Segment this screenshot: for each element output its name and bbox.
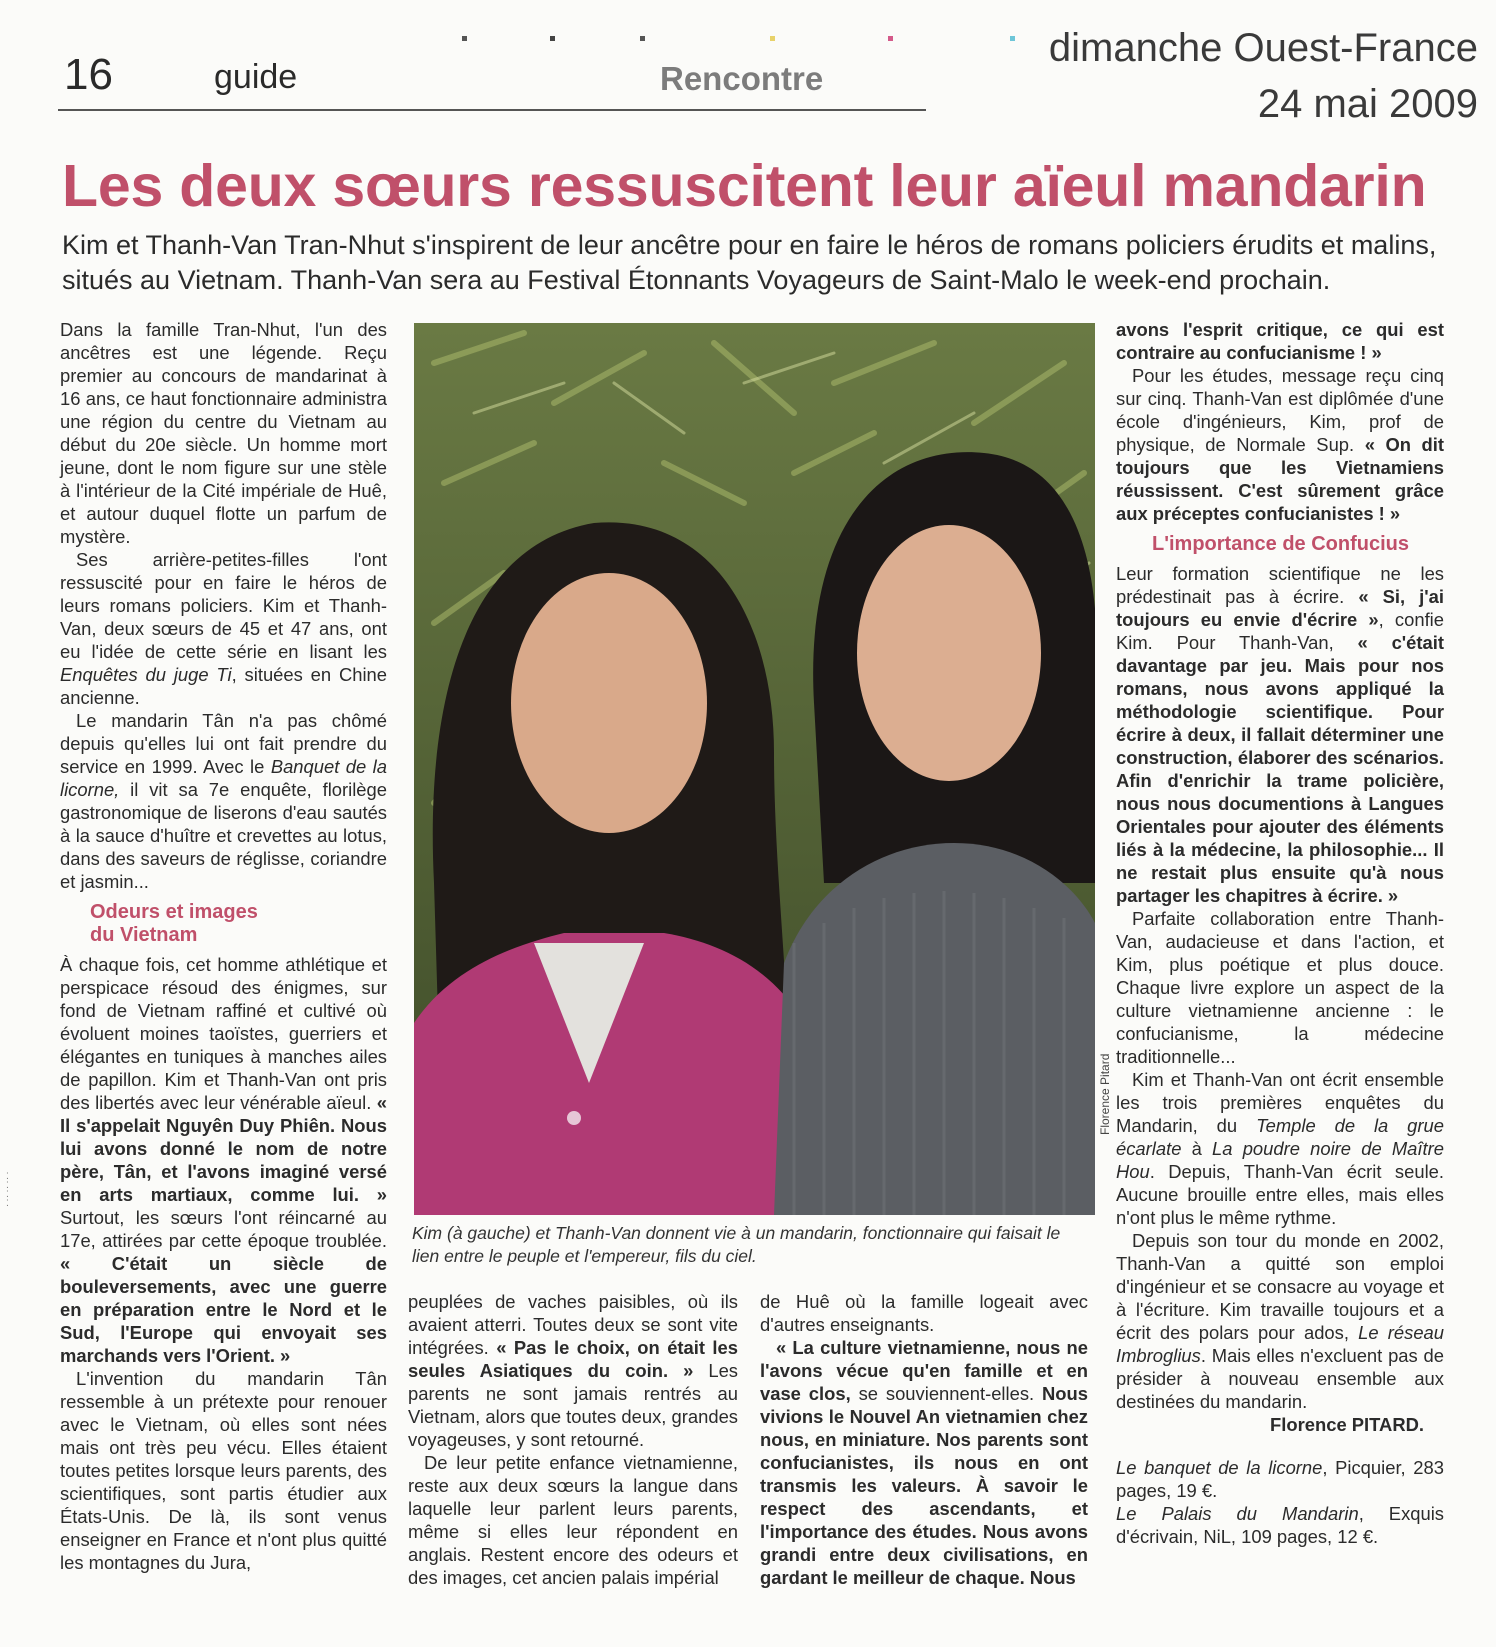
registration-mark	[1010, 36, 1015, 41]
subheading: L'importance de Confucius	[1152, 533, 1410, 555]
paragraph: Parfaite collaboration entre Thanh-Van, audacieuse et dans l'action, et Kim, plus poétique et plus douce. Chaque livre explore un aspect de la culture vietnamienne ancienne : le confucianisme, la médecine traditionnelle...	[1116, 908, 1444, 1067]
subheading: Odeurs et images du Vietnam	[90, 901, 258, 946]
article-column-1	[60, 318, 387, 1574]
paragraph: De leur petite enfance vietnamienne, reste aux deux sœurs la langue dans laquelle leur parlent leurs parents, même si elles leur répondent en anglais. Restent encore des odeurs et des images, cet ancien palais impérial	[408, 1452, 738, 1588]
paragraph: de Huê où la famille logeait avec d'autres enseignants.	[760, 1291, 1088, 1335]
paragraph: À chaque fois, cet homme athlétique et perspicace résoud des énigmes, sur fond de Vietnam raffiné et cultivé où évoluent moines taoïstes, guerriers et élégantes en tuniques à manches ailes de papillon. Kim et Thanh-Van ont pris des libertés avec leur vénérable aïeul. « Il s'appelait Nguyên Duy Phiên. Nous lui avons donné le nom de notre père, Tân, et l'avons imaginé versé en arts martiaux, comme lui. » Surtout, les sœurs l'ont réincarné au 17e, attirées par cette époque troublée. « C'était un siècle de bouleversements, avec une guerre en préparation entre le Nord et le Sud, l'Europe qui envoyait ses marchands vers l'Orient. »	[60, 954, 387, 1366]
registration-mark	[462, 36, 467, 41]
photo-credit: Florence Pitard	[1098, 1053, 1112, 1135]
rubric-label: Rencontre	[660, 60, 824, 97]
registration-mark	[550, 36, 555, 41]
standfirst: Kim et Thanh-Van Tran-Nhut s'inspirent de leur ancêtre pour en faire le héros de romans policiers érudits et malins, situés au Vietnam. Thanh-Van sera au Festival Étonnants Voyageurs de Saint-Malo le week-end prochain.	[62, 230, 1437, 295]
bibliography	[1116, 1456, 1444, 1548]
paragraph: Pour les études, message reçu cinq sur cinq. Thanh-Van est diplômée d'une école d'ingénieurs, Kim, prof de physique, de Normale Sup. « On dit toujours que les Vietnamiens réussissent. C'est sûrement grâce aux préceptes confucianistes ! »	[1116, 365, 1445, 524]
paragraph: Kim et Thanh-Van ont écrit ensemble les trois premières enquêtes du Mandarin, du Temple de la grue écarlate à La poudre noire de Maître Hou. Depuis, Thanh-Van écrit seule. Aucune brouille entre elles, mais elles n'ont plus le même rythme.	[1116, 1069, 1444, 1228]
paragraph: Ses arrière-petites-filles l'ont ressuscité pour en faire le héros de leurs romans policiers. Kim et Thanh-Van, deux sœurs de 45 et 47 ans, ont eu l'idée de cette série en lisant les Enquêtes du juge Ti, situées en Chine ancienne.	[60, 549, 387, 708]
photo-caption: Kim (à gauche) et Thanh-Van donnent vie à un mandarin, fonctionnaire qui faisait le lien entre le peuple et l'empereur, fils du ciel.	[412, 1223, 1061, 1266]
paragraph: Le mandarin Tân n'a pas chômé depuis qu'elles lui ont fait prendre du service en 1999. Avec le Banquet de la licorne, il vit sa 7e enquête, florilège gastronomique de liserons d'eau sautés à la sauce d'huître et crevettes au lotus, dans des saveurs de réglisse, coriandre et jasmin...	[60, 710, 387, 892]
paragraph: Depuis son tour du monde en 2002, Thanh-Van a quitté son emploi d'ingénieur et se consacre au voyage et à l'écriture. Kim travaille toujours et a écrit des polars pour ados, Le réseau Imbroglius. Mais elles n'excluent pas de présider à nouveau ensemble aux destinées du mandarin.	[1116, 1230, 1444, 1412]
header-rule	[58, 109, 926, 111]
section-name: guide	[214, 58, 298, 96]
headline: Les deux sœurs ressuscitent leur aïeul mandarin	[62, 153, 1427, 219]
author-signature: Florence PITARD.	[1270, 1414, 1424, 1435]
paragraph: avons l'esprit critique, ce qui est contraire au confucianisme ! »	[1116, 319, 1444, 363]
article-column-2	[408, 1290, 738, 1589]
book-reference: Le Palais du Mandarin, Exquis d'écrivain, NiL, 109 pages, 12 €.	[1116, 1503, 1444, 1547]
registration-marks-left: ⁚ ⁚ ⁚ ⁚	[6, 1171, 9, 1208]
book-reference: Le banquet de la licorne, Picquier, 283 pages, 19 €.	[1116, 1457, 1444, 1501]
registration-mark	[640, 36, 645, 41]
paragraph: Dans la famille Tran-Nhut, l'un des ancêtres est une légende. Reçu premier au concours de mandarinat à 16 ans, ce haut fonctionnaire administra une région du centre du Vietnam au début du 20e siècle. Un homme mort jeune, dont le nom figure sur une stèle à l'intérieur de la Cité impériale de Huê, et autour duquel flotte un parfum de mystère.	[60, 319, 387, 547]
paragraph: Leur formation scientifique ne les prédestinait pas à écrire. « Si, j'ai toujours eu envie d'écrire », confie Kim. Pour Thanh-Van, « c'était davantage par jeu. Mais pour nos romans, nous avons appliqué la méthodologie scientifique. Pour écrire à deux, il fallait déterminer une construction, élaborer des scénarios. Afin d'enrichir la trame policière, nous nous documentions à Langues Orientales pour ajouter des éléments liés à la médecine, la philosophie... Il ne restait plus ensuite qu'à nous partager les chapitres à écrire. »	[1116, 563, 1444, 906]
registration-mark	[770, 36, 775, 41]
article-column-3	[760, 1290, 1088, 1589]
paragraph: L'invention du mandarin Tân ressemble à un prétexte pour renouer avec le Vietnam, où elles sont nées mais ont très peu vécu. Elles étaient toutes petites lorsque leurs parents, des scientifiques, sont partis étudier aux États-Unis. De là, ils sont venus enseigner en France et n'ont plus quitté les montagnes du Jura,	[60, 1368, 387, 1573]
article-photo	[414, 323, 1095, 1215]
article-column-4	[1116, 318, 1444, 1548]
publication-date: 24 mai 2009	[1257, 82, 1478, 126]
page-number: 16	[64, 50, 113, 99]
newspaper-name: dimanche Ouest-France	[1048, 26, 1478, 70]
paragraph: peuplées de vaches paisibles, où ils avaient atterri. Toutes deux se sont vite intégrées. « Pas le choix, on était les seules Asiatiques du coin. » Les parents ne sont jamais rentrés au Vietnam, alors que toutes deux, grandes voyageuses, y sont retourné.	[408, 1291, 738, 1450]
paragraph: « La culture vietnamienne, nous ne l'avons vécue qu'en famille et en vase clos, se souviennent-elles. Nous vivions le Nouvel An vietnamien chez nous, en miniature. Nos parents sont confucianistes, ils nous en ont transmis les valeurs. À savoir le respect des ascendants, et l'importance des études. Nous avons grandi entre deux civilisations, en gardant le meilleur de chaque. Nous	[760, 1337, 1088, 1588]
registration-mark	[888, 36, 893, 41]
